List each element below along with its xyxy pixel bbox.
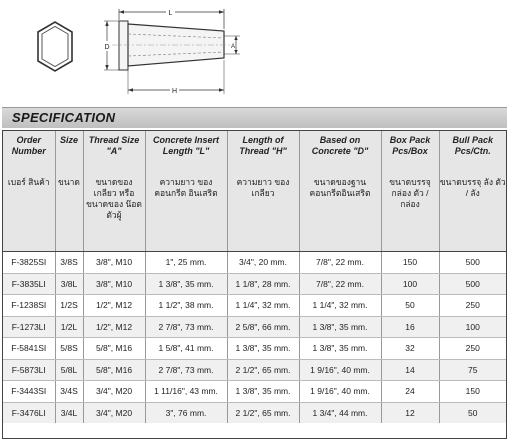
cell-box-pack: 32 [381,338,439,360]
cell-bull-pack: 150 [439,381,506,403]
header-thread-length: Length of Thread "H" [227,131,299,177]
cell-thread-length: 2 5/8", 66 mm. [227,316,299,338]
cell-insert-length: 2 7/8", 73 mm. [145,359,227,381]
header-size: Size [55,131,83,177]
specification-bar [2,107,507,128]
cell-thread-length: 2 1/2", 65 mm. [227,359,299,381]
cell-insert-length: 1", 25 mm. [145,252,227,274]
specification-title: SPECIFICATION [12,110,116,125]
cell-size: 5/8S [55,338,83,360]
cell-thread-size: 1/2", M12 [83,295,145,317]
cell-bull-pack: 500 [439,252,506,274]
cell-insert-length: 1 1/2", 38 mm. [145,295,227,317]
cell-box-pack: 24 [381,381,439,403]
cell-thread-length: 2 1/2", 65 mm. [227,402,299,423]
table-row [3,252,506,274]
table-row [3,402,506,423]
cell-insert-length: 1 11/16", 43 mm. [145,381,227,403]
label-d: D [104,44,110,51]
cell-size: 3/8L [55,273,83,295]
dimension-d [102,21,119,70]
cell-order-number: F-3443SI [3,381,55,403]
header-order-number-thai: เบอร์ สินค้า [3,177,55,252]
cell-box-pack: 150 [381,252,439,274]
header-thread-size: Thread Size "A" [83,131,145,177]
cell-bull-pack: 250 [439,295,506,317]
cell-insert-length: 2 7/8", 73 mm. [145,316,227,338]
cell-base-diameter: 1 3/4", 44 mm. [299,402,381,423]
cell-thread-length: 1 1/8", 28 mm. [227,273,299,295]
cell-base-diameter: 1 1/4", 32 mm. [299,295,381,317]
hexagon-end-view [38,22,72,71]
cell-thread-size: 5/8", M16 [83,338,145,360]
cell-box-pack: 16 [381,316,439,338]
spec-table [3,131,506,423]
insert-side-view [112,21,232,70]
label-a: A [230,44,236,50]
cell-bull-pack: 75 [439,359,506,381]
table-row [3,359,506,381]
cell-base-diameter: 1 3/8", 35 mm. [299,338,381,360]
cell-thread-length: 1 3/8", 35 mm. [227,338,299,360]
header-size-thai: ขนาด [55,177,83,252]
header-box-pack: Box Pack Pcs/Box [381,131,439,177]
cell-thread-size: 3/8", M10 [83,252,145,274]
table-row [3,273,506,295]
cell-thread-length: 3/4", 20 mm. [227,252,299,274]
cell-base-diameter: 1 9/16", 40 mm. [299,381,381,403]
cell-box-pack: 100 [381,273,439,295]
cell-bull-pack: 500 [439,273,506,295]
cell-size: 5/8L [55,359,83,381]
cell-box-pack: 14 [381,359,439,381]
table-row [3,338,506,360]
label-l: L [168,10,173,17]
cell-size: 1/2S [55,295,83,317]
cell-order-number: F-1238SI [3,295,55,317]
table-row [3,316,506,338]
cell-order-number: F-3825SI [3,252,55,274]
cell-size: 3/4S [55,381,83,403]
header-row-thai [3,177,506,252]
header-base-diameter: Based on Concrete "D" [299,131,381,177]
cell-box-pack: 12 [381,402,439,423]
product-drawing [0,0,510,100]
header-insert-length-thai: ความยาว ของคอนกรีต อินเสริต [145,177,227,252]
dimension-a [224,36,240,54]
cell-base-diameter: 1 3/8", 35 mm. [299,316,381,338]
cell-insert-length: 3", 76 mm. [145,402,227,423]
cell-thread-size: 1/2", M12 [83,316,145,338]
cell-insert-length: 1 5/8", 41 mm. [145,338,227,360]
cell-size: 3/8S [55,252,83,274]
cell-order-number: F-5841SI [3,338,55,360]
header-order-number: Order Number [3,131,55,177]
table-row [3,381,506,403]
cell-size: 1/2L [55,316,83,338]
cell-order-number: F-3835LI [3,273,55,295]
cell-insert-length: 1 3/8", 35 mm. [145,273,227,295]
cell-base-diameter: 1 9/16", 40 mm. [299,359,381,381]
cell-bull-pack: 100 [439,316,506,338]
cell-order-number: F-3476LI [3,402,55,423]
cell-thread-length: 1 1/4", 32 mm. [227,295,299,317]
cell-bull-pack: 50 [439,402,506,423]
cell-thread-size: 3/4", M20 [83,381,145,403]
cell-base-diameter: 7/8", 22 mm. [299,252,381,274]
header-bull-pack: Bull Pack Pcs/Ctn. [439,131,506,177]
header-thread-size-thai: ขนาดของ เกลียว หรือ ขนาดของ น๊อตตัวผู้ [83,177,145,252]
cell-thread-size: 3/8", M10 [83,273,145,295]
spec-table-container [2,130,507,439]
cell-thread-size: 3/4", M20 [83,402,145,423]
cell-bull-pack: 250 [439,338,506,360]
cell-order-number: F-1273LI [3,316,55,338]
cell-box-pack: 50 [381,295,439,317]
cell-thread-size: 5/8", M16 [83,359,145,381]
header-box-pack-thai: ขนาดบรรจุ กล่อง ตัว / กล่อง [381,177,439,252]
header-insert-length: Concrete Insert Length "L" [145,131,227,177]
cell-thread-length: 1 3/8", 35 mm. [227,381,299,403]
table-row [3,295,506,317]
header-row-english [3,131,506,177]
cell-base-diameter: 7/8", 22 mm. [299,273,381,295]
header-thread-length-thai: ความยาว ของเกลียว [227,177,299,252]
label-h: H [171,88,178,95]
header-bull-pack-thai: ขนาดบรรจุ ลัง ตัว / ลัง [439,177,506,252]
header-base-diameter-thai: ขนาดของฐาน คอนกรีตอินเสริต [299,177,381,252]
cell-order-number: F-5873LI [3,359,55,381]
cell-size: 3/4L [55,402,83,423]
